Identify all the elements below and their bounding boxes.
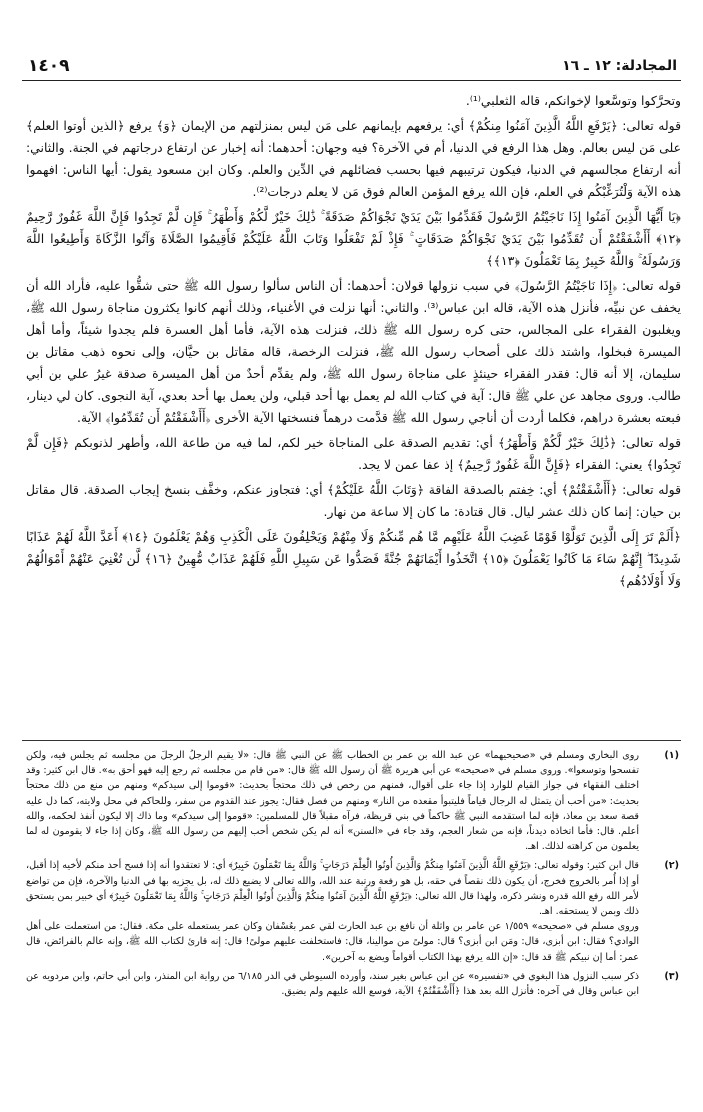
footnote [26, 748, 681, 854]
footnote-number: (٢) [664, 860, 679, 872]
footnote [26, 969, 681, 999]
running-head [22, 56, 681, 81]
quran-verse-block: ﴿يَا أَيُّهَا الَّذِينَ آمَنُوا إِذَا نَاجَيْتُمُ الرَّسُولَ فَقَدِّمُوا بَيْنَ يَدَيْ نَجْوَاكُمْ صَدَقَةً ۚ ذَٰلِكَ خَيْرٌ لَّكُمْ وَأَطْهَرُ ۚ فَإِن لَّمْ تَجِدُوا فَإِنَّ اللَّهَ غَفُورٌ رَّحِيمٌ ﴿١٢﴾ أَأَشْفَقْتُمْ أَن تُقَدِّمُوا بَيْنَ يَدَيْ نَجْوَاكُمْ صَدَقَاتٍ ۚ فَإِذْ لَمْ تَفْعَلُوا وَتَابَ اللَّهُ عَلَيْكُمْ فَأَقِيمُوا الصَّلَاةَ وَآتُوا الزَّكَاةَ وَأَطِيعُوا اللَّهَ وَرَسُولَهُ ۚ وَاللَّهُ خَبِيرٌ بِمَا تَعْمَلُونَ ﴿١٣﴾﴾ [26, 209, 681, 268]
footnote-text: ذكر سبب النزول هذا البغوي في «تفسيره» عن ابن عباس بغير سند، وأورده السيوطي في الدر ٦/١٨٥ من رواية ابن المنذر، وابن أبي حاتم، وابن مردويه عن ابن عباس وقال في آخره: فأنزل الله بعد هذا ﴿أَأَشْفَقْتُمْ﴾ الآية، فوسع الله عليهم ولم يضيق. [26, 970, 639, 998]
paragraph: قوله تعالى: ﴿ذَٰلِكَ خَيْرٌ لَّكُمْ وَأَطْهَرُ﴾ أي: تقديم الصدقة على المناجاة خير لكم، لما فيه من طاعة الله، وأطهر لذنوبكم ﴿فَإِن لَّمْ تَجِدُوا﴾ يعني: الفقراء ﴿فَإِنَّ اللَّهَ غَفُورٌ رَّحِيمٌ﴾ إذ عفا عمن لا يجد. [26, 435, 681, 472]
chapter-title: المجادلة: ١٢ ـ ١٦ [562, 58, 677, 74]
paragraph: قوله تعالى: ﴿أَأَشْفَقْتُمْ﴾ أي: خِفتم بالصدقة الفاقة ﴿وَتَابَ اللَّهُ عَلَيْكُمْ﴾ أي: فتجاوز عنكم، وخفَّف بنسخ إيجاب الصدقة. قال مقاتل بن حيان: إنما كان ذلك عشر ليال. قال قتادة: ما كان إلا ساعة من نهار. [26, 482, 681, 519]
page-number: ١٤٠٩ [28, 56, 70, 76]
footnote-text: قال ابن كثير: وقوله تعالى: ﴿يَرْفَعِ اللَّهُ الَّذِينَ آمَنُوا مِنكُمْ وَالَّذِينَ أُوتُوا الْعِلْمَ دَرَجَاتٍ ۚ وَاللَّهُ بِمَا تَعْمَلُونَ خَبِيرٌ﴾ أي: لا تعتقدوا أنه إذا فسح أحد منكم لأخيه إذا أقبل، أو إذا أُمر بالخروج فخرج، أن يكون ذلك نقصاً في حقه، بل هو رفعة ورتبة عند الله، والله تعالى لا يضيع ذلك له، بل يجزيه بها في الدنيا والآخرة، فإن من تواضع لأمر الله رفع الله قدره ونشر ذكره، ولهذا قال الله تعالى: ﴿يَرْفَعِ اللَّهُ الَّذِينَ آمَنُوا مِنكُمْ وَالَّذِينَ أُوتُوا الْعِلْمَ دَرَجَاتٍ ۚ وَاللَّهُ بِمَا تَعْمَلُونَ خَبِيرٌ﴾ أي خبير بمن يستحق ذلك وبمن لا يستحقه. اهـ. [26, 860, 639, 918]
footnote-number: (٣) [664, 970, 679, 982]
paragraph: وتحرَّكوا وتوسَّعوا لإخوانكم، قاله الثعلبي⁽¹⁾. [465, 93, 681, 108]
paragraph: قوله تعالى: ﴿يَرْفَعِ اللَّهُ الَّذِينَ آمَنُوا مِنكُمْ﴾ أي: يرفعهم بإيمانهم على مَن ليس بمنزلتهم من الإيمان ﴿وَ﴾ يرفع ﴿الذين أوتوا العلم﴾ على مَن ليس بعالم. وهل هذا الرفع في الدنيا، أم في الآخرة؟ فيه وجهان: أحدهما: أنه إخبار عن ارتفاع درجاتهم في الجنة. والثاني: أنه ارتفاع مجالسهم في الدنيا، فيكون ترتيبهم فيها بحسب فضائلهم في الدِّين والعلم. وكان ابن مسعود يقول: أيها الناس: افهموا هذه الآية وَلْتُرَغِّبْكُم في العلم، فإن الله يرفع المؤمن العالم فوق مَن لا يعلم درجات⁽²⁾. [26, 118, 681, 199]
footnote-separator [22, 740, 681, 741]
footnote-number: (١) [664, 750, 679, 761]
quran-verse-block: ﴿أَلَمْ تَرَ إِلَى الَّذِينَ تَوَلَّوْا قَوْمًا غَضِبَ اللَّهُ عَلَيْهِم مَّا هُم مِّنكُمْ وَلَا مِنْهُمْ وَيَحْلِفُونَ عَلَى الْكَذِبِ وَهُمْ يَعْلَمُونَ ﴿١٤﴾ أَعَدَّ اللَّهُ لَهُمْ عَذَابًا شَدِيدًا ۖ إِنَّهُمْ سَاءَ مَا كَانُوا يَعْمَلُونَ ﴿١٥﴾ اتَّخَذُوا أَيْمَانَهُمْ جُنَّةً فَصَدُّوا عَن سَبِيلِ اللَّهِ فَلَهُمْ عَذَابٌ مُّهِينٌ ﴿١٦﴾ لَّن تُغْنِيَ عَنْهُمْ أَمْوَالُهُمْ وَلَا أَوْلَادُهُم﴾ [26, 529, 681, 588]
footnote-text: وروى مسلم في «صحيحه» ١/٥٥٩ عن عامر بن واثلة أن نافع بن عبد الحارث لقي عمر بعُسْفان وكان عمر يستعمله على مكة. فقال: من استعملت على أهل الوادي؟ فقال: ابن أبزى، قال: ومَن ابن أبزى؟ قال: مولىً من موالينا، قال: فاستخلفت عليهم مولىً! قال: إنه قارئ لكتاب الله ﷺ، وإنه عالم بالفرائض، قال عمر: أما إن نبيكم ﷺ قد قال: «إن الله يرفع بهذا الكتاب أقواماً ويضع به آخرين». [26, 921, 639, 963]
footnote-text: روى البخاري ومسلم في «صحيحيهما» عن عبد الله بن عمر بن الخطاب ﷺ عن النبي ﷺ قال: «لا يقيم الرجلُ الرجلَ من مجلسه ثم يجلس فيه، ولكن تفسحوا وتوسعوا». وروى مسلم في «صحيحه» عن أبي هريرة ﷺ أن رسول الله ﷺ قال: «من قام من مجلسه ثم رجع إليه فهو أحق به». قال ابن كثير: وقد اختلف الفقهاء في جواز القيام للوارد إذا جاء على أقوال، فمنهم من رخص في ذلك محتجاً بحديث: «قوموا إلى سيدكم» ومنهم من منع من ذلك محتجاً بحديث: «من أحب أن يتمثل له الرجال قياماً فليتبوأ مقعده من النار» ومنهم من فصل فقال: يجوز عند القدوم من سفر، وللحاكم في محل ولايته، كما دل عليه قصة سعد بن معاذ، فإنه لما استقدمه النبي ﷺ حاكماً في بني قريظة، فرآه مقبلاً قال للمسلمين: «قوموا إلى سيدكم» وما ذاك إلا ليكون أنفذ لحكمه، والله أعلم. قال: فأما اتخاذه ديدناً، فإنه من شعار العجم، وقد جاء في «السنن» أنه لم يكن شخص أحب إليهم من رسول الله ﷺ، وكان إذا جاء لا يقومون له لما يعلمون من كراهته لذلك. اهـ. [26, 750, 639, 853]
footnotes [26, 748, 681, 1104]
main-text [26, 90, 681, 732]
footnote [26, 858, 681, 964]
paragraph: قوله تعالى: ﴿إِذَا نَاجَيْتُمُ الرَّسُولَ﴾ في سبب نزولها قولان: أحدهما: أن الناس سألوا رسول الله ﷺ حتى شقُّوا عليه، فأراد الله أن يخفف عن نبيِّه، فأنزل هذه الآية، قاله ابن عباس⁽³⁾. والثاني: أنها نزلت في الأغنياء، وذلك أنهم كانوا يكثرون مناجاة رسول الله ﷺ، ويغلبون الفقراء على المجالس، حتى كره رسول الله ﷺ ذلك، فنزلت هذه الآية، فأما أهل العسرة فلم يجدوا شيئاً، وأما أهل الميسرة فبخلوا، واشتد ذلك على أصحاب رسول الله ﷺ، فنزلت الرخصة، قاله مقاتل بن حيَّان، وإلى نحوه ذهب مقاتل بن سليمان، إلا أنه قال: فقدر الفقراء حينئذٍ على مناجاة رسول الله ﷺ، ولم يقدِّم أحدٌ من أهل الميسرة صدقة غيرُ علي بن أبي طالب. وروى مجاهد عن علي ﷺ قال: آية في كتاب الله لم يعمل بها أحد قبلي، ولن يعمل بها أحد بعدي، آية النجوى. كان لي دينار، فبعته بعشرة دراهم، فكلما أردت أن أناجي رسول الله ﷺ قدَّمت درهماً فنسختها الآية الأخرى ﴿أَأَشْفَقْتُمْ أَن تُقَدِّمُوا﴾ الآية. [26, 278, 681, 425]
